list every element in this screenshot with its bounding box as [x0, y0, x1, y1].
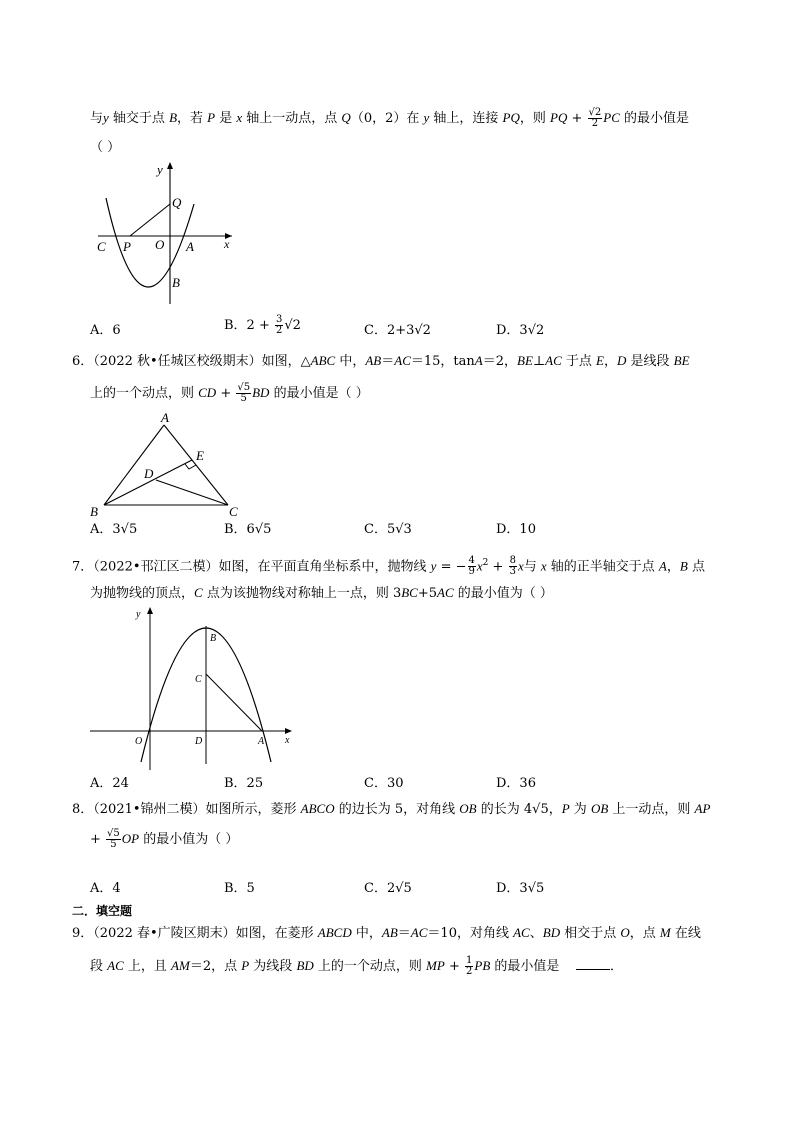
var-PQ: PQ — [550, 110, 568, 125]
q8-text: 为 — [569, 802, 591, 817]
q8-option-d[interactable]: D．3√5 — [496, 881, 545, 896]
var-ABCO: ABCO — [300, 801, 335, 816]
q9-line1 — [72, 924, 701, 943]
frac-den: 5 — [240, 393, 247, 404]
frac-num: 1 — [466, 955, 473, 966]
q7-option-b[interactable]: B．25 — [224, 776, 264, 791]
fraction-sqrt5-over-5 — [106, 829, 121, 850]
var-x: x — [540, 558, 547, 574]
q5-option-b[interactable] — [224, 315, 301, 336]
q9-text: 段 — [90, 959, 108, 974]
q5-text: + — [567, 111, 587, 126]
var-P: P — [561, 801, 570, 816]
var-AC: AC — [513, 925, 530, 940]
fraction-sqrt5-over-5 — [236, 383, 251, 404]
label-O: O — [155, 237, 165, 252]
q8-line1 — [72, 800, 710, 819]
q5-line1 — [90, 108, 689, 129]
q5-option-d[interactable]: D．3√2 — [496, 323, 545, 338]
q6-text: ， — [603, 354, 617, 369]
frac-num: 3 — [275, 314, 283, 325]
q6-text: 是线段 — [626, 354, 674, 369]
q6-figure — [86, 408, 246, 520]
var-E: E — [596, 353, 604, 368]
q7-text: 7．（2022•邗江区二模）如图，在平面直角坐标系中，抛物线 — [72, 559, 431, 575]
var-x: x — [517, 558, 524, 574]
var-PC: PC — [603, 110, 620, 125]
q5-text: 与 — [90, 111, 104, 126]
var-y: y — [430, 558, 437, 574]
var-A: A — [658, 558, 667, 574]
q7-text: 点 — [687, 559, 705, 575]
label-B: B — [90, 504, 98, 519]
var-AC: AC — [545, 353, 562, 368]
y-axis-arrow — [147, 607, 153, 614]
q9-text: 9．（2022 春•广陵区期末）如图，在菱形 — [72, 926, 318, 941]
q9-text: ＝ — [397, 926, 411, 941]
var-AC: AC — [437, 585, 454, 600]
var-A: A — [474, 353, 483, 368]
q6-text: ＝2， — [482, 354, 518, 369]
frac-num: √2 — [588, 107, 602, 118]
var-C: C — [194, 585, 203, 600]
option-b-tail: √2 — [284, 318, 301, 333]
var-B: B — [169, 110, 178, 125]
frac-den: 2 — [275, 325, 283, 336]
q9-text: ＝10，对角线 — [427, 926, 514, 941]
var-y: y — [423, 110, 430, 125]
label-O: O — [135, 736, 143, 747]
var-AC: AC — [107, 958, 124, 973]
q9-end: ． — [609, 959, 623, 974]
exponent-2: 2 — [482, 558, 489, 568]
frac-den: 3 — [509, 566, 516, 578]
q9-line2 — [90, 956, 623, 977]
label-A: A — [258, 736, 265, 747]
label-E: E — [196, 448, 204, 463]
q7-line1 — [72, 554, 705, 577]
q8-text: 8．（2021•锦州二模）如图所示，菱形 — [72, 802, 301, 817]
section-heading-fill-in: 二．填空题 — [72, 904, 133, 918]
q5-option-c[interactable]: C．2+3√2 — [364, 323, 431, 338]
q6-option-c[interactable]: C．5√3 — [364, 522, 412, 537]
q5-text: 轴交于点 — [108, 111, 170, 126]
q6-text: 于点 — [561, 354, 597, 369]
label-C: C — [229, 504, 238, 519]
label-A: A — [186, 239, 194, 254]
frac-den: 2 — [466, 966, 473, 977]
var-P: P — [241, 958, 250, 973]
var-PB: PB — [474, 958, 491, 973]
q7-text: + — [488, 559, 508, 575]
q6-text: ＝15，tan — [410, 354, 475, 369]
label-C: C — [97, 239, 106, 254]
q8-option-b[interactable]: B．5 — [224, 881, 255, 896]
q7-text: 与 — [523, 559, 541, 575]
var-M: M — [659, 925, 671, 940]
q7-line2 — [90, 584, 553, 603]
q6-text: 中， — [335, 354, 366, 369]
q9-text: 中， — [351, 926, 382, 941]
label-D: D — [144, 466, 154, 481]
q7-figure — [86, 604, 296, 774]
var-ABCD: ABCD — [317, 925, 352, 940]
option-b-text: B．2 + — [224, 318, 274, 333]
var-CD: CD — [198, 385, 217, 400]
q8-option-a[interactable]: A．4 — [90, 881, 121, 896]
label-B: B — [172, 275, 180, 290]
frac-den: 2 — [591, 118, 599, 129]
q5-text: ，若 — [177, 111, 208, 126]
x-axis-arrow — [285, 728, 292, 734]
var-BE: BE — [673, 353, 690, 368]
var-BD: BD — [252, 385, 270, 400]
frac-num: √5 — [107, 828, 120, 839]
q7-option-c[interactable]: C．30 — [364, 776, 404, 791]
fraction-sqrt2-over-2 — [588, 108, 603, 129]
var-OB: OB — [590, 801, 609, 816]
q7-text: = − — [436, 559, 467, 575]
q7-option-d[interactable]: D．36 — [496, 776, 536, 791]
var-PQ: PQ — [502, 110, 520, 125]
q6-text: ＝ — [381, 354, 395, 369]
q9-text: 、 — [529, 926, 543, 941]
q5-answer-paren: （ ） — [90, 140, 121, 155]
q9-text: 的最小值是 — [490, 959, 560, 974]
q6-text: 上的一个动点，则 — [90, 386, 199, 401]
var-x: x — [236, 110, 243, 125]
q7-text: 点为该抛物线对称轴上一点，则 3 — [202, 586, 402, 601]
q8-text: 的最小值为（ ） — [139, 832, 239, 847]
y-axis-arrow — [167, 162, 173, 169]
var-BC: BC — [401, 585, 418, 600]
var-P: P — [207, 110, 216, 125]
q9-text: 相交于点 — [560, 926, 621, 941]
q8-line2 — [90, 829, 238, 850]
q5-text: ，则 — [519, 111, 551, 126]
var-B: B — [679, 558, 688, 574]
label-A: A — [161, 410, 169, 425]
q8-text: 的长为 4√5， — [476, 802, 562, 817]
var-AB: AB — [381, 925, 398, 940]
q8-option-c[interactable]: C．2√5 — [364, 881, 412, 896]
q5-text: 是 — [215, 111, 237, 126]
q6-line1 — [72, 352, 690, 371]
q9-text: ，点 — [629, 926, 660, 941]
q6-option-a[interactable]: A．3√5 — [90, 522, 138, 537]
var-AB: AB — [365, 353, 382, 368]
label-y: y — [157, 162, 163, 177]
q9-text: + — [444, 959, 464, 974]
var-O: O — [620, 925, 630, 940]
q5-text: （0，2）在 — [350, 111, 424, 126]
q6-option-b[interactable]: B．6√5 — [224, 522, 272, 537]
frac-num: 4 — [468, 555, 475, 567]
label-C: C — [195, 674, 202, 685]
frac-num: 8 — [509, 555, 516, 567]
answer-blank[interactable] — [576, 957, 610, 970]
var-AC: AC — [410, 925, 428, 940]
var-OP: OP — [121, 831, 140, 846]
label-P: P — [123, 239, 131, 254]
q8-text: 的边长为 5，对角线 — [334, 802, 460, 817]
q5-text: 轴上，连接 — [429, 111, 503, 126]
var-AC: AC — [394, 353, 411, 368]
parabola-curve — [106, 198, 194, 287]
q7-option-a[interactable]: A．24 — [90, 776, 129, 791]
var-BE: BE — [517, 353, 533, 368]
var-AP: AP — [694, 801, 711, 816]
segment-PQ — [130, 204, 170, 236]
q6-text: ⊥ — [532, 354, 546, 369]
side-AB — [104, 425, 164, 505]
segment-CD — [156, 480, 228, 505]
q7-text: ， — [666, 559, 680, 575]
var-D: D — [617, 353, 627, 368]
label-y: y — [136, 609, 141, 620]
frac-den: 9 — [468, 566, 475, 578]
fraction-3-over-2 — [275, 315, 283, 336]
right-angle-mark — [185, 464, 196, 469]
q6-option-d[interactable]: D．10 — [496, 522, 536, 537]
var-x: x — [476, 558, 483, 574]
q7-text: 轴的正半轴交于点 — [546, 559, 659, 575]
q6-text: + — [216, 386, 236, 401]
q5-figure — [90, 158, 240, 308]
q9-text: 在线 — [670, 926, 701, 941]
frac-den: 5 — [110, 839, 117, 850]
var-Q: Q — [341, 110, 351, 125]
label-x: x — [285, 735, 290, 746]
segment-CA — [206, 674, 262, 731]
var-MP: MP — [426, 958, 445, 973]
q8-text: + — [90, 832, 106, 847]
q7-text: 的最小值为（ ） — [453, 586, 553, 601]
q6-text: 的最小值是（ ） — [269, 386, 369, 401]
q9-text: 为线段 — [249, 959, 297, 974]
label-Q: Q — [172, 195, 182, 210]
fraction-4-over-9 — [468, 556, 476, 577]
var-ABC: ABC — [310, 353, 336, 368]
label-B: B — [210, 633, 217, 644]
q8-text: 上一动点，则 — [608, 802, 695, 817]
label-D: D — [195, 736, 203, 747]
q7-text: 为抛物线的顶点， — [90, 586, 195, 601]
label-x: x — [224, 237, 230, 251]
frac-num: √5 — [237, 382, 251, 393]
q9-text: 上，且 — [123, 959, 172, 974]
q9-text: ＝2，点 — [189, 959, 242, 974]
fraction-8-over-3 — [509, 556, 517, 577]
q9-text: 上的一个动点，则 — [313, 959, 427, 974]
q6-text: 6．（2022 秋•任城区校级期末）如图，△ — [72, 354, 311, 369]
q5-option-a[interactable]: A．6 — [90, 323, 121, 338]
var-BD: BD — [542, 925, 561, 940]
var-y: y — [103, 110, 109, 125]
var-OB: OB — [459, 801, 477, 816]
q6-line2 — [90, 383, 369, 404]
q7-text: +5 — [417, 586, 438, 601]
q5-text: 的最小值是 — [619, 111, 690, 126]
var-AM: AM — [171, 958, 190, 973]
q5-text: 轴上一动点，点 — [242, 111, 342, 126]
fraction-1-over-2 — [465, 956, 473, 977]
var-BD: BD — [296, 958, 314, 973]
